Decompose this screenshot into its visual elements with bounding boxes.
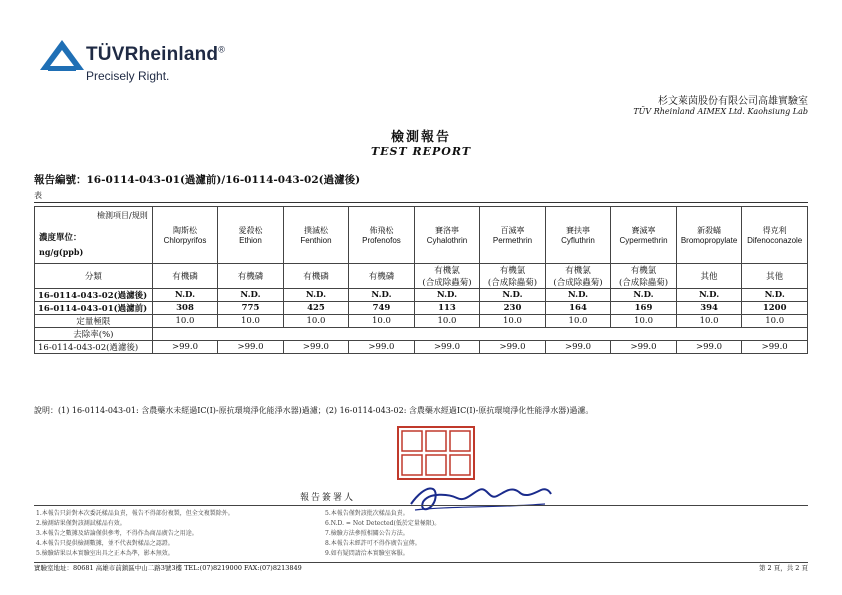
category-cell: 其他 bbox=[676, 264, 742, 289]
divider bbox=[34, 202, 808, 203]
table-row bbox=[35, 289, 808, 302]
table-row bbox=[35, 341, 808, 354]
lab-name-en: TÜV Rheinland AIMEX Ltd. Kaohsiung Lab bbox=[633, 107, 808, 116]
column-header: 愛殺松 Ethion bbox=[218, 207, 283, 264]
category-cell: 有機磷 bbox=[152, 264, 218, 289]
table-header-row bbox=[35, 207, 808, 264]
category-cell: 其他 bbox=[742, 264, 808, 289]
value-cell: >99.0 bbox=[349, 341, 415, 354]
remark: 6.N.D. = Not Detected(低於定量極限)。 bbox=[325, 520, 441, 527]
remark: 4.本報告只提供檢測數據，並不代表對樣品之認證。 bbox=[36, 540, 174, 547]
value-cell: >99.0 bbox=[283, 341, 348, 354]
table-footnote: 說明：(1) 16-0114-043-01: 含農藥水未經過IC(I)-原抗環境淨化能淨水器)過濾；(2) 16-0114-043-02: 含農藥水經過IC(I)-原抗環境淨化性能淨水器)過濾。 bbox=[34, 406, 594, 415]
category-cell: 有機磷 bbox=[283, 264, 348, 289]
value-cell: 775 bbox=[218, 302, 283, 315]
column-header: 新殺蟎 Bromopropylate bbox=[676, 207, 742, 264]
brand-name: TÜVRheinland® bbox=[86, 44, 226, 65]
remark: 7.檢驗方法參照相關公告方法。 bbox=[325, 530, 409, 537]
row-label: 16-0114-043-01(過濾前) bbox=[35, 302, 153, 315]
report-number: 報告編號：16-0114-043-01(過濾前)/16-0114-043-02(過濾後) bbox=[34, 174, 361, 186]
value-cell: 169 bbox=[611, 302, 677, 315]
value-cell: >99.0 bbox=[218, 341, 283, 354]
column-header: 賽洛寧 Cyhalothrin bbox=[414, 207, 480, 264]
value-cell: 10.0 bbox=[742, 315, 808, 328]
remark: 8.本報告未經許可不得作廣告宣傳。 bbox=[325, 540, 421, 547]
table-caption: 表 bbox=[34, 191, 42, 200]
corner-unit-value: ng/g(ppb) bbox=[39, 247, 84, 257]
column-header: 賽扶寧 Cyfluthrin bbox=[545, 207, 611, 264]
column-header: 佈飛松 Profenofos bbox=[349, 207, 415, 264]
value-cell: N.D. bbox=[414, 289, 480, 302]
category-cell: 有機氯 (合成除蟲菊) bbox=[611, 264, 677, 289]
value-cell: 10.0 bbox=[218, 315, 283, 328]
column-header: 撲滅松 Fenthion bbox=[283, 207, 348, 264]
company-seal-icon bbox=[396, 425, 476, 481]
signature-icon bbox=[405, 476, 555, 518]
remark: 3.本報告之數據及結論僅供參考，不得作為商品廣告之用途。 bbox=[36, 530, 198, 537]
category-cell: 有機氯 (合成除蟲菊) bbox=[480, 264, 546, 289]
remark: 9.如有疑問請洽本實驗室客服。 bbox=[325, 550, 409, 557]
value-cell: >99.0 bbox=[152, 341, 218, 354]
value-cell: 164 bbox=[545, 302, 611, 315]
category-cell: 有機氯 (合成除蟲菊) bbox=[545, 264, 611, 289]
removal-label: 去除率(%) bbox=[35, 328, 153, 341]
brand-tagline: Precisely Right. bbox=[86, 69, 170, 83]
column-header: 陶斯松 Chlorpyrifos bbox=[152, 207, 218, 264]
value-cell: 10.0 bbox=[152, 315, 218, 328]
category-cell: 有機磷 bbox=[218, 264, 283, 289]
value-cell: 749 bbox=[349, 302, 415, 315]
value-cell: N.D. bbox=[349, 289, 415, 302]
remark: 5.檢驗結果以本實驗室出具之正本為準，影本無效。 bbox=[36, 550, 174, 557]
value-cell: 10.0 bbox=[414, 315, 480, 328]
category-row bbox=[35, 264, 808, 289]
corner-unit-label: 濃度單位： bbox=[39, 233, 82, 243]
value-cell: N.D. bbox=[283, 289, 348, 302]
value-cell: 10.0 bbox=[545, 315, 611, 328]
value-cell: >99.0 bbox=[545, 341, 611, 354]
signer-label: 報告簽署人 bbox=[300, 493, 356, 503]
value-cell: >99.0 bbox=[611, 341, 677, 354]
value-cell: N.D. bbox=[676, 289, 742, 302]
remark: 1.本報告只針對本次委託樣品負責，報告不得部份複製，但全文複製除外。 bbox=[36, 510, 234, 517]
value-cell: >99.0 bbox=[414, 341, 480, 354]
row-label: 16-0114-043-02(過濾後) bbox=[35, 341, 153, 354]
column-header: 賽滅寧 Cypermethrin bbox=[611, 207, 677, 264]
value-cell: 10.0 bbox=[349, 315, 415, 328]
table-corner-cell bbox=[35, 207, 153, 264]
value-cell: 113 bbox=[414, 302, 480, 315]
column-header: 百滅寧 Permethrin bbox=[480, 207, 546, 264]
value-cell: N.D. bbox=[545, 289, 611, 302]
value-cell: >99.0 bbox=[742, 341, 808, 354]
report-title-cn: 檢測報告 bbox=[390, 130, 451, 145]
report-title-en: TEST REPORT bbox=[370, 145, 472, 158]
row-label: 16-0114-043-02(過濾後) bbox=[35, 289, 153, 302]
value-cell: 10.0 bbox=[611, 315, 677, 328]
remark: 2.檢測結果僅對該測試樣品有效。 bbox=[36, 520, 126, 527]
value-cell: 230 bbox=[480, 302, 546, 315]
value-cell: >99.0 bbox=[676, 341, 742, 354]
category-label: 分類 bbox=[35, 264, 153, 289]
table-row bbox=[35, 315, 808, 328]
value-cell: 10.0 bbox=[283, 315, 348, 328]
remark: 5.本報告僅對該批次樣品負責。 bbox=[325, 510, 409, 517]
value-cell: N.D. bbox=[480, 289, 546, 302]
value-cell: N.D. bbox=[611, 289, 677, 302]
value-cell: 425 bbox=[283, 302, 348, 315]
value-cell: 1200 bbox=[742, 302, 808, 315]
divider bbox=[34, 505, 808, 506]
row-label: 定量極限 bbox=[35, 315, 153, 328]
value-cell: N.D. bbox=[742, 289, 808, 302]
table-row bbox=[35, 302, 808, 315]
value-cell: 10.0 bbox=[676, 315, 742, 328]
category-cell: 有機氯 (合成除蟲菊) bbox=[414, 264, 480, 289]
footer-address: 實驗室地址：80681 高雄市前鎮區中山二路3號3樓 TEL:(07)8219000 FAX:(07)8213849 bbox=[34, 564, 302, 572]
results-table bbox=[34, 206, 808, 354]
value-cell: 308 bbox=[152, 302, 218, 315]
lab-name-cn: 杉文萊茵股份有限公司高雄實驗室 bbox=[658, 96, 808, 107]
tuv-logo-icon bbox=[38, 38, 86, 72]
value-cell: N.D. bbox=[152, 289, 218, 302]
value-cell: >99.0 bbox=[480, 341, 546, 354]
removal-header-row bbox=[35, 328, 808, 341]
value-cell: N.D. bbox=[218, 289, 283, 302]
value-cell: 394 bbox=[676, 302, 742, 315]
corner-top-label: 檢測項目/規則 bbox=[97, 211, 148, 220]
category-cell: 有機磷 bbox=[349, 264, 415, 289]
removal-spacer bbox=[152, 328, 807, 341]
column-header: 得克利 Difenoconazole bbox=[742, 207, 808, 264]
page-number: 第 2 頁，共 2 頁 bbox=[758, 564, 808, 572]
value-cell: 10.0 bbox=[480, 315, 546, 328]
